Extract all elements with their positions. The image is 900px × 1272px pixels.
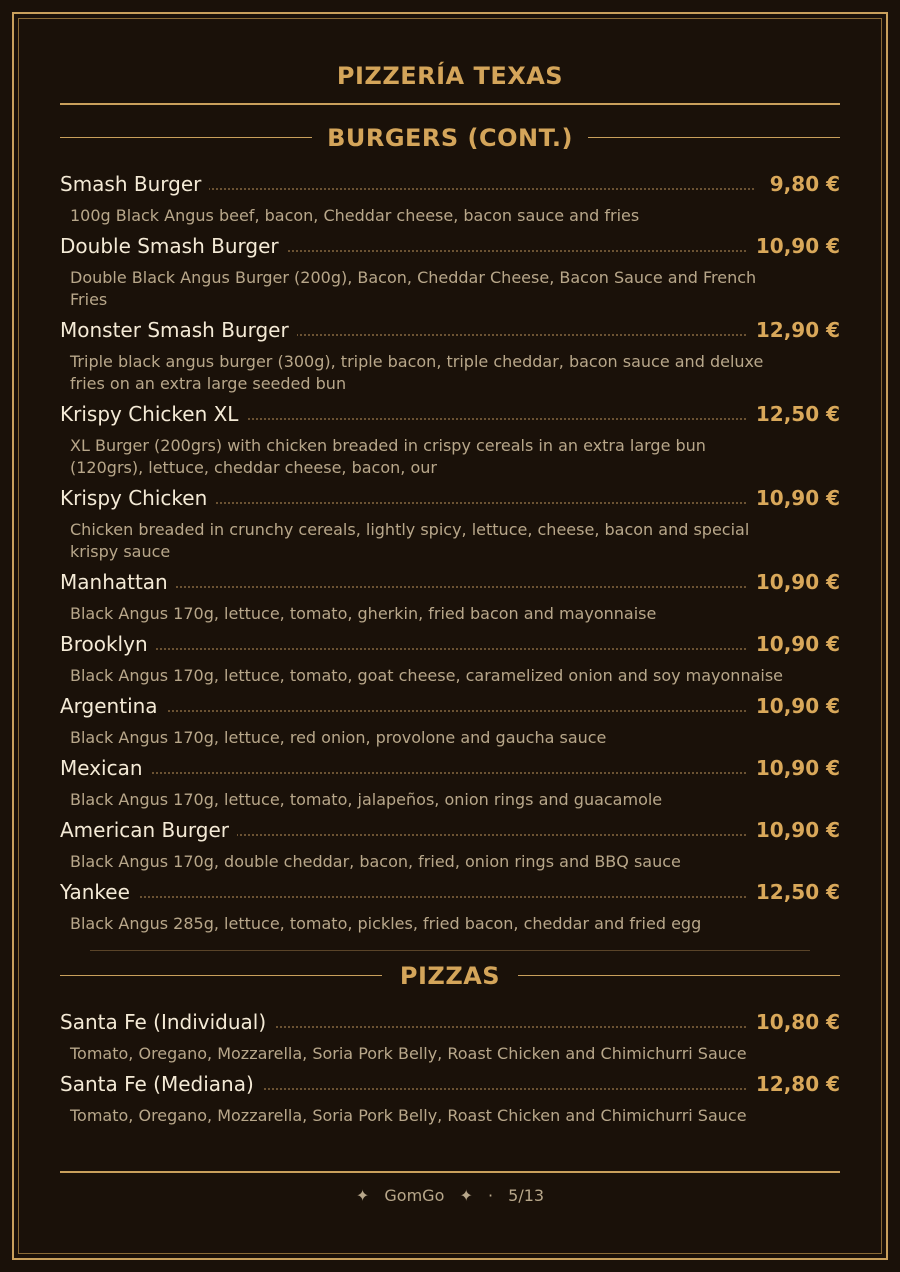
item-description: Black Angus 170g, double cheddar, bacon, fried, onion rings and BBQ sauce bbox=[70, 852, 681, 871]
dot-leader bbox=[60, 772, 754, 774]
item-price: 10,90 € bbox=[746, 693, 840, 719]
item-price: 9,80 € bbox=[760, 171, 840, 197]
menu-item bbox=[60, 879, 840, 935]
item-description: Black Angus 285g, lettuce, tomato, pickles, fried bacon, cheddar and fried egg bbox=[70, 914, 702, 933]
item-description: Black Angus 170g, lettuce, red onion, provolone and gaucha sauce bbox=[70, 728, 607, 747]
item-description: 100g Black Angus beef, bacon, Cheddar cheese, bacon sauce and fries bbox=[70, 206, 640, 225]
menu-item bbox=[60, 755, 840, 811]
item-price: 10,90 € bbox=[746, 755, 840, 781]
item-name: Argentina bbox=[60, 693, 166, 719]
page-number: 5/13 bbox=[508, 1186, 545, 1205]
item-price: 10,90 € bbox=[746, 817, 840, 843]
menu-item bbox=[60, 171, 840, 227]
footer-divider bbox=[60, 1171, 840, 1173]
item-description: Black Angus 170g, lettuce, tomato, goat cheese, caramelized onion and soy mayonnaise bbox=[70, 666, 784, 685]
bullet-separator: · bbox=[487, 1186, 494, 1205]
item-description: Tomato, Oregano, Mozzarella, Soria Pork Belly, Roast Chicken and Chimichurri Sauce bbox=[70, 1106, 747, 1125]
section-header-burgers bbox=[60, 124, 840, 154]
item-name: Mexican bbox=[60, 755, 151, 781]
item-description: Double Black Angus Burger (200g), Bacon, Cheddar Cheese, Bacon Sauce and French Fries bbox=[70, 268, 757, 309]
item-name: Double Smash Burger bbox=[60, 233, 287, 259]
item-description: Black Angus 170g, lettuce, tomato, jalapeños, onion rings and guacamole bbox=[70, 790, 663, 809]
section-title: BURGERS (CONT.) bbox=[327, 124, 573, 152]
item-description: Triple black angus burger (300g), triple bacon, triple cheddar, bacon sauce and deluxe fries on an extra large seeded bun bbox=[70, 352, 764, 393]
footer-brand: GomGo bbox=[384, 1186, 445, 1205]
menu-item bbox=[60, 631, 840, 687]
item-price: 12,50 € bbox=[746, 401, 840, 427]
item-name: Krispy Chicken XL bbox=[60, 401, 246, 427]
menu-item bbox=[60, 233, 840, 311]
page-footer bbox=[60, 1186, 840, 1205]
item-description: Black Angus 170g, lettuce, tomato, gherkin, fried bacon and mayonnaise bbox=[70, 604, 657, 623]
item-name: Santa Fe (Individual) bbox=[60, 1009, 274, 1035]
star-icon: ✦ bbox=[355, 1186, 370, 1205]
restaurant-name: PIZZERÍA TEXAS bbox=[336, 62, 564, 90]
item-price: 10,90 € bbox=[746, 569, 840, 595]
dot-leader bbox=[60, 896, 754, 898]
item-name: American Burger bbox=[60, 817, 237, 843]
item-price: 10,90 € bbox=[746, 233, 840, 259]
menu-item bbox=[60, 401, 840, 479]
section-header-pizzas bbox=[60, 962, 840, 992]
item-name: Manhattan bbox=[60, 569, 176, 595]
item-price: 10,90 € bbox=[746, 631, 840, 657]
menu-item bbox=[60, 317, 840, 395]
item-name: Santa Fe (Mediana) bbox=[60, 1071, 262, 1097]
header-divider bbox=[60, 103, 840, 105]
star-icon: ✦ bbox=[459, 1186, 473, 1205]
menu-item bbox=[60, 693, 840, 749]
dot-leader bbox=[60, 648, 754, 650]
menu-item bbox=[60, 817, 840, 873]
item-price: 10,90 € bbox=[746, 485, 840, 511]
item-name: Monster Smash Burger bbox=[60, 317, 297, 343]
item-name: Krispy Chicken bbox=[60, 485, 215, 511]
item-name: Yankee bbox=[60, 879, 138, 905]
item-price: 12,90 € bbox=[746, 317, 840, 343]
item-description: Tomato, Oregano, Mozzarella, Soria Pork Belly, Roast Chicken and Chimichurri Sauce bbox=[70, 1044, 747, 1063]
menu-item bbox=[60, 1071, 840, 1127]
item-price: 12,80 € bbox=[746, 1071, 840, 1097]
menu-item bbox=[60, 1009, 840, 1065]
menu-item bbox=[60, 485, 840, 563]
item-description: Chicken breaded in crunchy cereals, lightly spicy, lettuce, cheese, bacon and special krispy sauce bbox=[70, 520, 750, 561]
section-separator bbox=[90, 950, 810, 951]
menu-item bbox=[60, 569, 840, 625]
item-name: Smash Burger bbox=[60, 171, 209, 197]
item-name: Brooklyn bbox=[60, 631, 156, 657]
item-description: XL Burger (200grs) with chicken breaded in crispy cereals in an extra large bun (120grs), lettuce, cheddar cheese, bacon, our bbox=[70, 436, 706, 477]
section-title: PIZZAS bbox=[399, 962, 501, 990]
item-price: 12,50 € bbox=[746, 879, 840, 905]
item-price: 10,80 € bbox=[746, 1009, 840, 1035]
